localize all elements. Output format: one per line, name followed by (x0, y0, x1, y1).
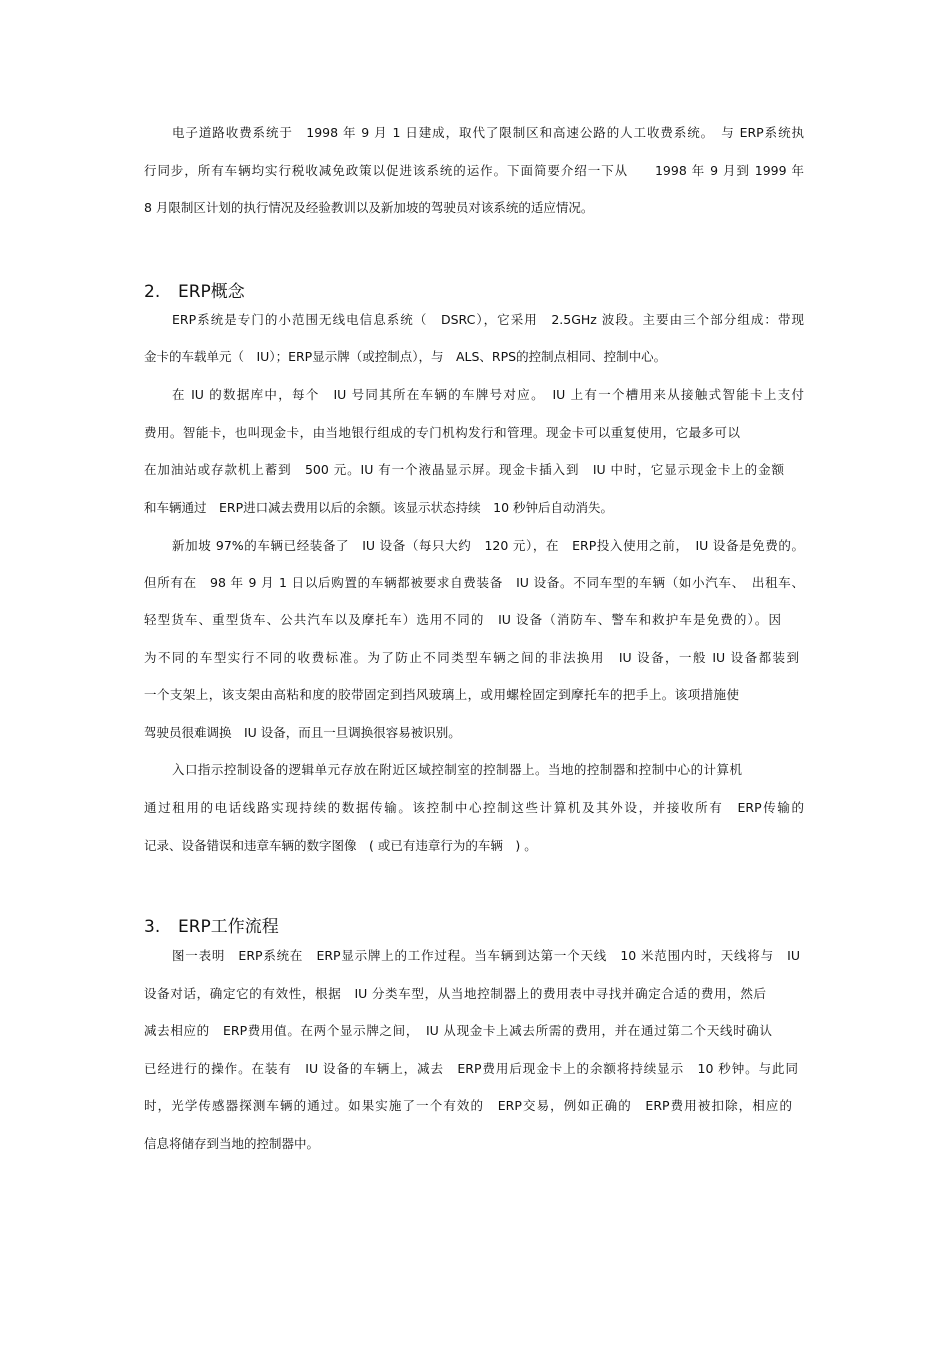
s2-line-3: 在 IU 的数据库中，每个 IU 号同其所在车辆的车牌号对应。 IU 上有一个槽用来从接触式智能卡上支付 (172, 387, 804, 402)
section-3-heading (144, 916, 279, 938)
section-2-title: ERP概念 (178, 282, 245, 302)
s2-line-10: 为不同的车型实行不同的收费标准。为了防止不同类型车辆之间的非法换用 IU 设备，一般 IU 设备都装到 (144, 650, 799, 665)
s2-line-1: ERP系统是专门的小范围无线电信息系统（ DSRC），它采用 2.5GHz 波段。主要由三个部分组成：带现 (172, 312, 804, 327)
intro-line-2: 行同步，所有车辆均实行税收减免政策以促进该系统的运作。下面简要介绍一下从 1998 年 9 月到 1999 年 (144, 163, 804, 178)
section-3-number: 3. (144, 917, 161, 937)
s3-line-4: 已经进行的操作。在装有 IU 设备的车辆上，减去 ERP费用后现金卡上的余额将持续显示 10 秒钟。与此同 (144, 1061, 798, 1076)
section-2-number: 2. (144, 282, 161, 302)
s2-line-11: 一个支架上，该支架由高粘和度的胶带固定到挡风玻璃上，或用螺栓固定到摩托车的把手上。该项措施使 (144, 687, 739, 702)
s2-line-2: 金卡的车载单元（ IU）；ERP显示牌（或控制点），与 ALS、RPS的控制点相同、控制中心。 (144, 349, 667, 364)
s2-line-4: 费用。智能卡，也叫现金卡，由当地银行组成的专门机构发行和管理。现金卡可以重复使用，它最多可以 (144, 425, 740, 440)
s3-line-1: 图一表明 ERP系统在 ERP显示牌上的工作过程。当车辆到达第一个天线 10 米范围内时，天线将与 IU (172, 948, 800, 963)
s2-line-7: 新加坡 97%的车辆已经装备了 IU 设备（每只大约 120 元），在 ERP投入使用之前， IU 设备是免费的。 (172, 538, 804, 553)
s3-line-3: 减去相应的 ERP费用值。在两个显示牌之间， IU 从现金卡上减去所需的费用，并在通过第二个天线时确认 (144, 1023, 772, 1038)
s3-line-5: 时，光学传感器探测车辆的通过。如果实施了一个有效的 ERP交易，例如正确的 ERP费用被扣除，相应的 (144, 1098, 792, 1113)
s2-line-12: 驾驶员很难调换 IU 设备，而且一旦调换很容易被识别。 (144, 725, 461, 740)
intro-line-3: 8 月限制区计划的执行情况及经验教训以及新加坡的驾驶员对该系统的适应情况。 (144, 200, 594, 215)
s3-line-6: 信息将储存到当地的控制器中。 (144, 1136, 320, 1151)
s2-line-6: 和车辆通过 ERP进口减去费用以后的余额。该显示状态持续 10 秒钟后自动消失。 (144, 500, 614, 515)
section-3-title: ERP工作流程 (178, 917, 279, 937)
intro-line-1: 电子道路收费系统于 1998 年 9 月 1 日建成，取代了限制区和高速公路的人工收费系统。 与 ERP系统执 (172, 125, 804, 140)
s2-line-8: 但所有在 98 年 9 月 1 日以后购置的车辆都被要求自费装备 IU 设备。不同车型的车辆（如小汽车、 出租车、 (144, 575, 804, 590)
section-2-heading (144, 281, 245, 303)
s2-line-5: 在加油站或存款机上蓄到 500 元。IU 有一个液晶显示屏。现金卡插入到 IU 中时，它显示现金卡上的金额 (144, 462, 784, 477)
s2-line-13: 入口指示控制设备的逻辑单元存放在附近区域控制室的控制器上。当地的控制器和控制中心的计算机 (172, 762, 742, 777)
s2-line-15: 记录、设备错误和违章车辆的数字图像 ( 或已有违章行为的车辆 ) 。 (144, 838, 537, 853)
s3-line-2: 设备对话，确定它的有效性，根据 IU 分类车型，从当地控制器上的费用表中寻找并确定合适的费用，然后 (144, 986, 766, 1001)
s2-line-14: 通过租用的电话线路实现持续的数据传输。该控制中心控制这些计算机及其外设，并接收所有 ERP传输的 (144, 800, 804, 815)
s2-line-9: 轻型货车、重型货车、公共汽车以及摩托车）选用不同的 IU 设备（消防车、警车和救护车是免费的）。因 (144, 612, 781, 627)
